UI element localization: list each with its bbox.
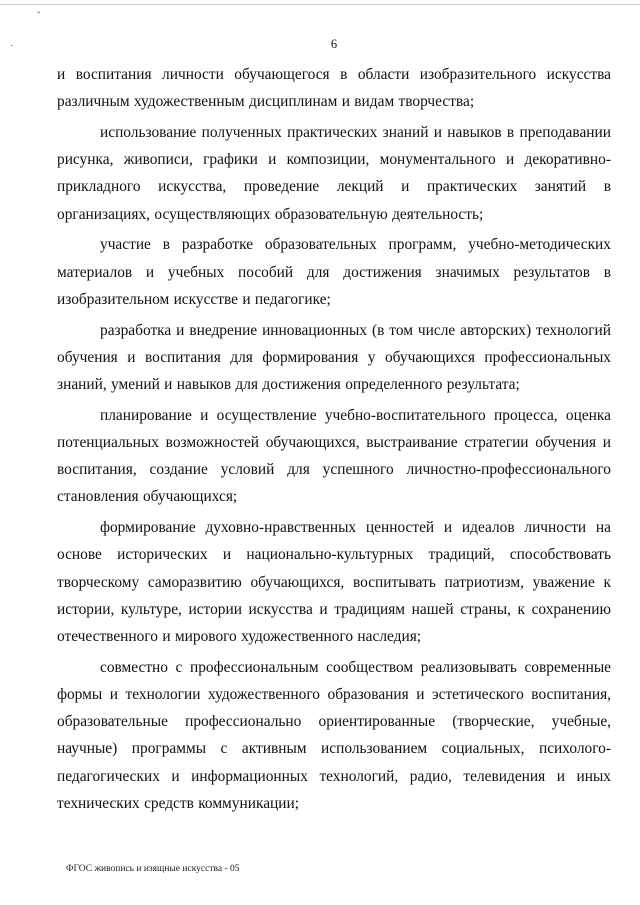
paragraph: использование полученных практических знаний и навыков в преподавании рисунка, живописи, графики и композиции, монументального и декоративно-прикладного искусства, проведение лекций и практических занятий в организациях, осуществляющих образовательную деятельность; [57,124,611,223]
paragraph: формирование духовно-нравственных ценностей и идеалов личности на основе исторических и национально-культурных традиций, способствовать творческому саморазвитию обучающихся, воспитывать патриотизм, уважение к истории, культуре, истории искусства и традициям нашей страны, к сохранению отечественного и мирового художественного наследия; [57,519,611,646]
paragraph-continuation: и воспитания личности обучающегося в области изобразительного искусства различным художественным дисциплинам и видам творчества; [57,66,611,111]
paragraph: разработка и внедрение инновационных (в том числе авторских) технологий обучения и воспитания для формирования у обучающихся профессиональных знаний, умений и навыков для достижения определенного результата; [57,321,611,394]
page-footer: ФГОС живопись и изящные искусства - 05 [66,864,240,874]
paragraph: участие в разработке образовательных программ, учебно-методических материалов и учебных пособий для достижения значимых результатов в изобразительном искусстве и педагогике; [57,236,611,308]
scan-speck: ˇ [37,11,41,22]
paragraph: планирование и осуществление учебно-воспитательного процесса, оценка потенциальных возможностей обучающихся, выстраивание стратегии обучения и воспитания, создание условий для успешного личностно-профессионального становления обучающихся; [57,406,611,506]
page-number: 6 [330,37,338,51]
paragraph: совместно с профессиональным сообществом реализовывать современные формы и технологии художественного образования и эстетического воспитания, образовательные профессионально ориентированные (творческие, учебные, научные) программы с активным использованием социальных, психолого-педагогических и информационных технологий, радио, телевидения и иных технических средств коммуникации; [57,658,611,812]
scan-top-edge [0,4,640,5]
scan-speck: · [10,41,14,52]
document-body [57,61,611,821]
